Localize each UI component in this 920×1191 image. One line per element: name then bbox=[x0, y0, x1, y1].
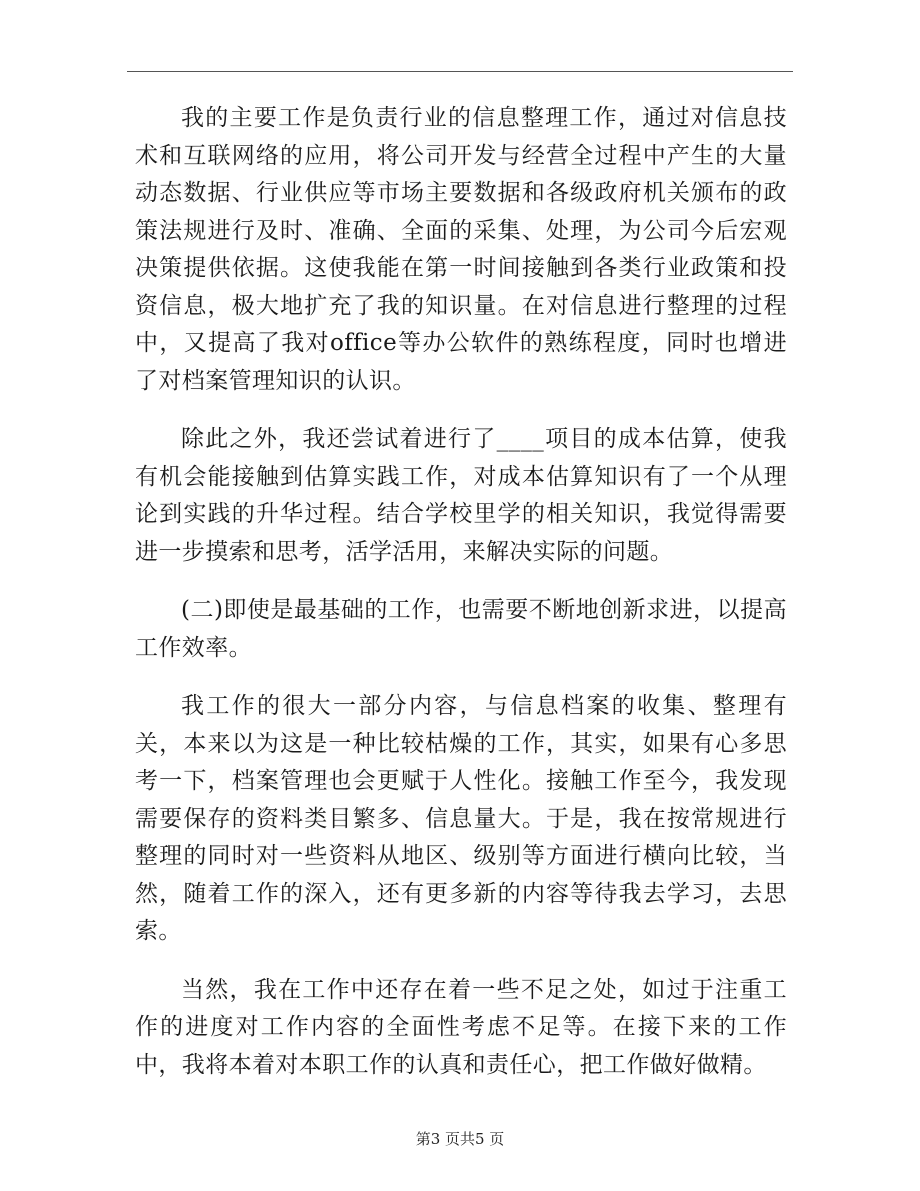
paragraph-2: 除此之外，我还尝试着进行了____项目的成本估算，使我有机会能接触到估算实践工作，对成本估算知识有了一个从理论到实践的升华过程。结合学校里学的相关知识，我觉得需要进一步摸索和思考，活学活用，来解决实际的问题。 bbox=[135, 426, 787, 565]
page-number-footer: 第3 页共5 页 bbox=[415, 1130, 505, 1148]
paragraph-1: 我的主要工作是负责行业的信息整理工作，通过对信息技术和互联网络的应用，将公司开发与经营全过程中产生的大量动态数据、行业供应等市场主要数据和各级政府机关颁布的政策法规进行及时、准确、全面的采集、处理，为公司今后宏观决策提供依据。这使我能在第一时间接触到各类行业政策和投资信息，极大地扩充了我的知识量。在对信息进行整理的过程中，又提高了我对office等办公软件的熟练程度，同时也增进了对档案管理知识的认识。 bbox=[135, 105, 787, 394]
header-rule bbox=[127, 71, 793, 72]
paragraph-3: (二)即使是最基础的工作，也需要不断地创新求进，以提高工作效率。 bbox=[135, 597, 787, 661]
paragraph-5: 当然，我在工作中还存在着一些不足之处，如过于注重工作的进度对工作内容的全面性考虑不足等。在接下来的工作中，我将本着对本职工作的认真和责任心，把工作做好做精。 bbox=[135, 976, 787, 1078]
paragraph-4: 我工作的很大一部分内容，与信息档案的收集、整理有关，本来以为这是一种比较枯燥的工作，其实，如果有心多思考一下，档案管理也会更赋于人性化。接触工作至今，我发现需要保存的资料类目繁多、信息量大。于是，我在按常规进行整理的同时对一些资料从地区、级别等方面进行横向比较，当然，随着工作的深入，还有更多新的内容等待我去学习，去思索。 bbox=[135, 693, 787, 944]
document-body bbox=[135, 100, 787, 1105]
